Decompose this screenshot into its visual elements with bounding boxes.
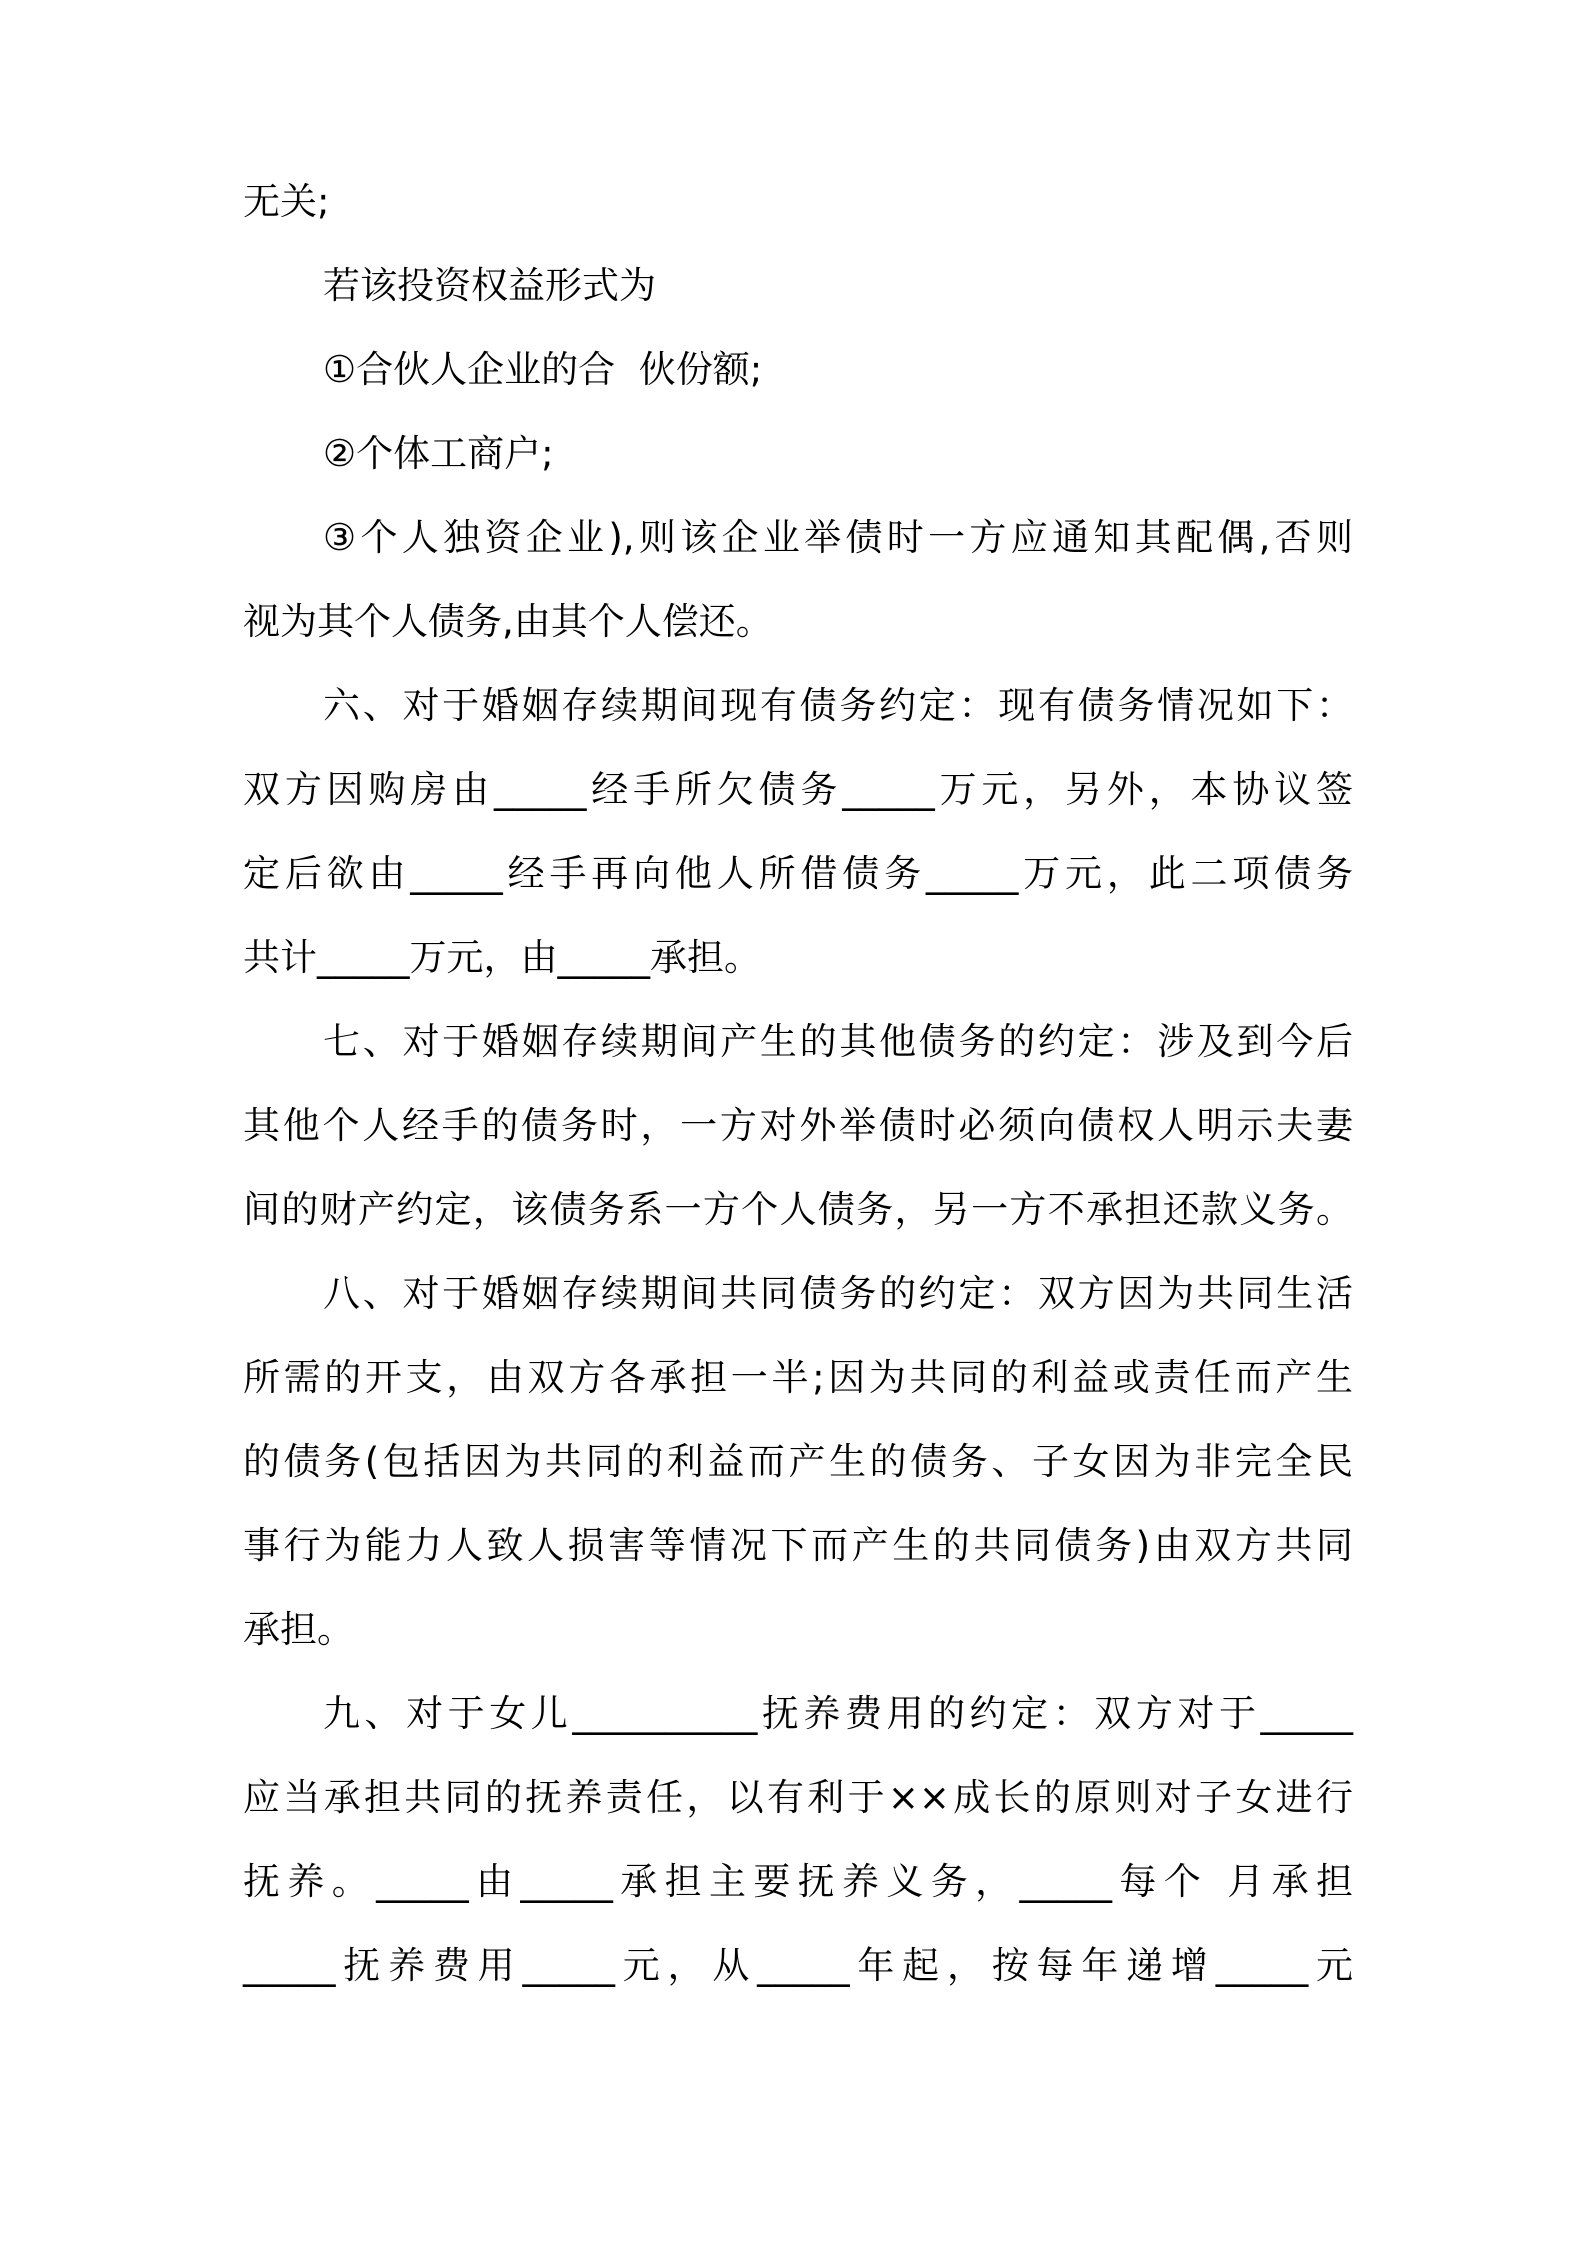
text-line: 共计_____万元，由_____承担。 [243, 936, 761, 979]
text-line: 定后欲由_____经手再向他人所借债务_____万元，此二项债务 [243, 852, 1353, 895]
text-line: 应当承担共同的抚养责任，以有利于××成长的原则对子女进行 [243, 1776, 1353, 1819]
document-body [243, 160, 1353, 2008]
text-line: ③个人独资企业),则该企业举债时一方应通知其配偶,否则 [323, 516, 1353, 559]
text-line: 所需的开支，由双方各承担一半;因为共同的利益或责任而产生 [243, 1356, 1353, 1399]
text-line: 视为其个人债务,由其个人偿还。 [243, 600, 773, 643]
text-line: 无关; [243, 180, 330, 223]
text-line: 双方因购房由_____经手所欠债务_____万元，另外，本协议签 [243, 768, 1353, 811]
text-line: 间的财产约定，该债务系一方个人债务，另一方不承担还款义务。 [243, 1188, 1353, 1231]
text-line: 抚养。_____由_____承担主要抚养义务，_____每个 月承担 [243, 1860, 1353, 1903]
text-line: _____抚养费用_____元，从_____年起，按每年递增_____元 [243, 1944, 1353, 1987]
text-line: 七、对于婚姻存续期间产生的其他债务的约定：涉及到今后 [323, 1020, 1353, 1063]
text-line: 事行为能力人致人损害等情况下而产生的共同债务)由双方共同 [243, 1524, 1353, 1567]
text-line: 的债务(包括因为共同的利益而产生的债务、子女因为非完全民 [243, 1440, 1353, 1483]
text-line: ②个体工商户; [323, 432, 554, 475]
text-line: 若该投资权益形式为 [323, 264, 656, 307]
text-line: 六、对于婚姻存续期间现有债务约定：现有债务情况如下： [323, 684, 1353, 727]
text-line: 承担。 [243, 1608, 354, 1651]
text-line: 其他个人经手的债务时，一方对外举债时必须向债权人明示夫妻 [243, 1104, 1353, 1147]
text-line: 九、对于女儿__________抚养费用的约定：双方对于_____ [323, 1692, 1353, 1735]
text-line: 八、对于婚姻存续期间共同债务的约定：双方因为共同生活 [323, 1272, 1353, 1315]
text-line: ①合伙人企业的合 伙份额; [323, 348, 763, 391]
